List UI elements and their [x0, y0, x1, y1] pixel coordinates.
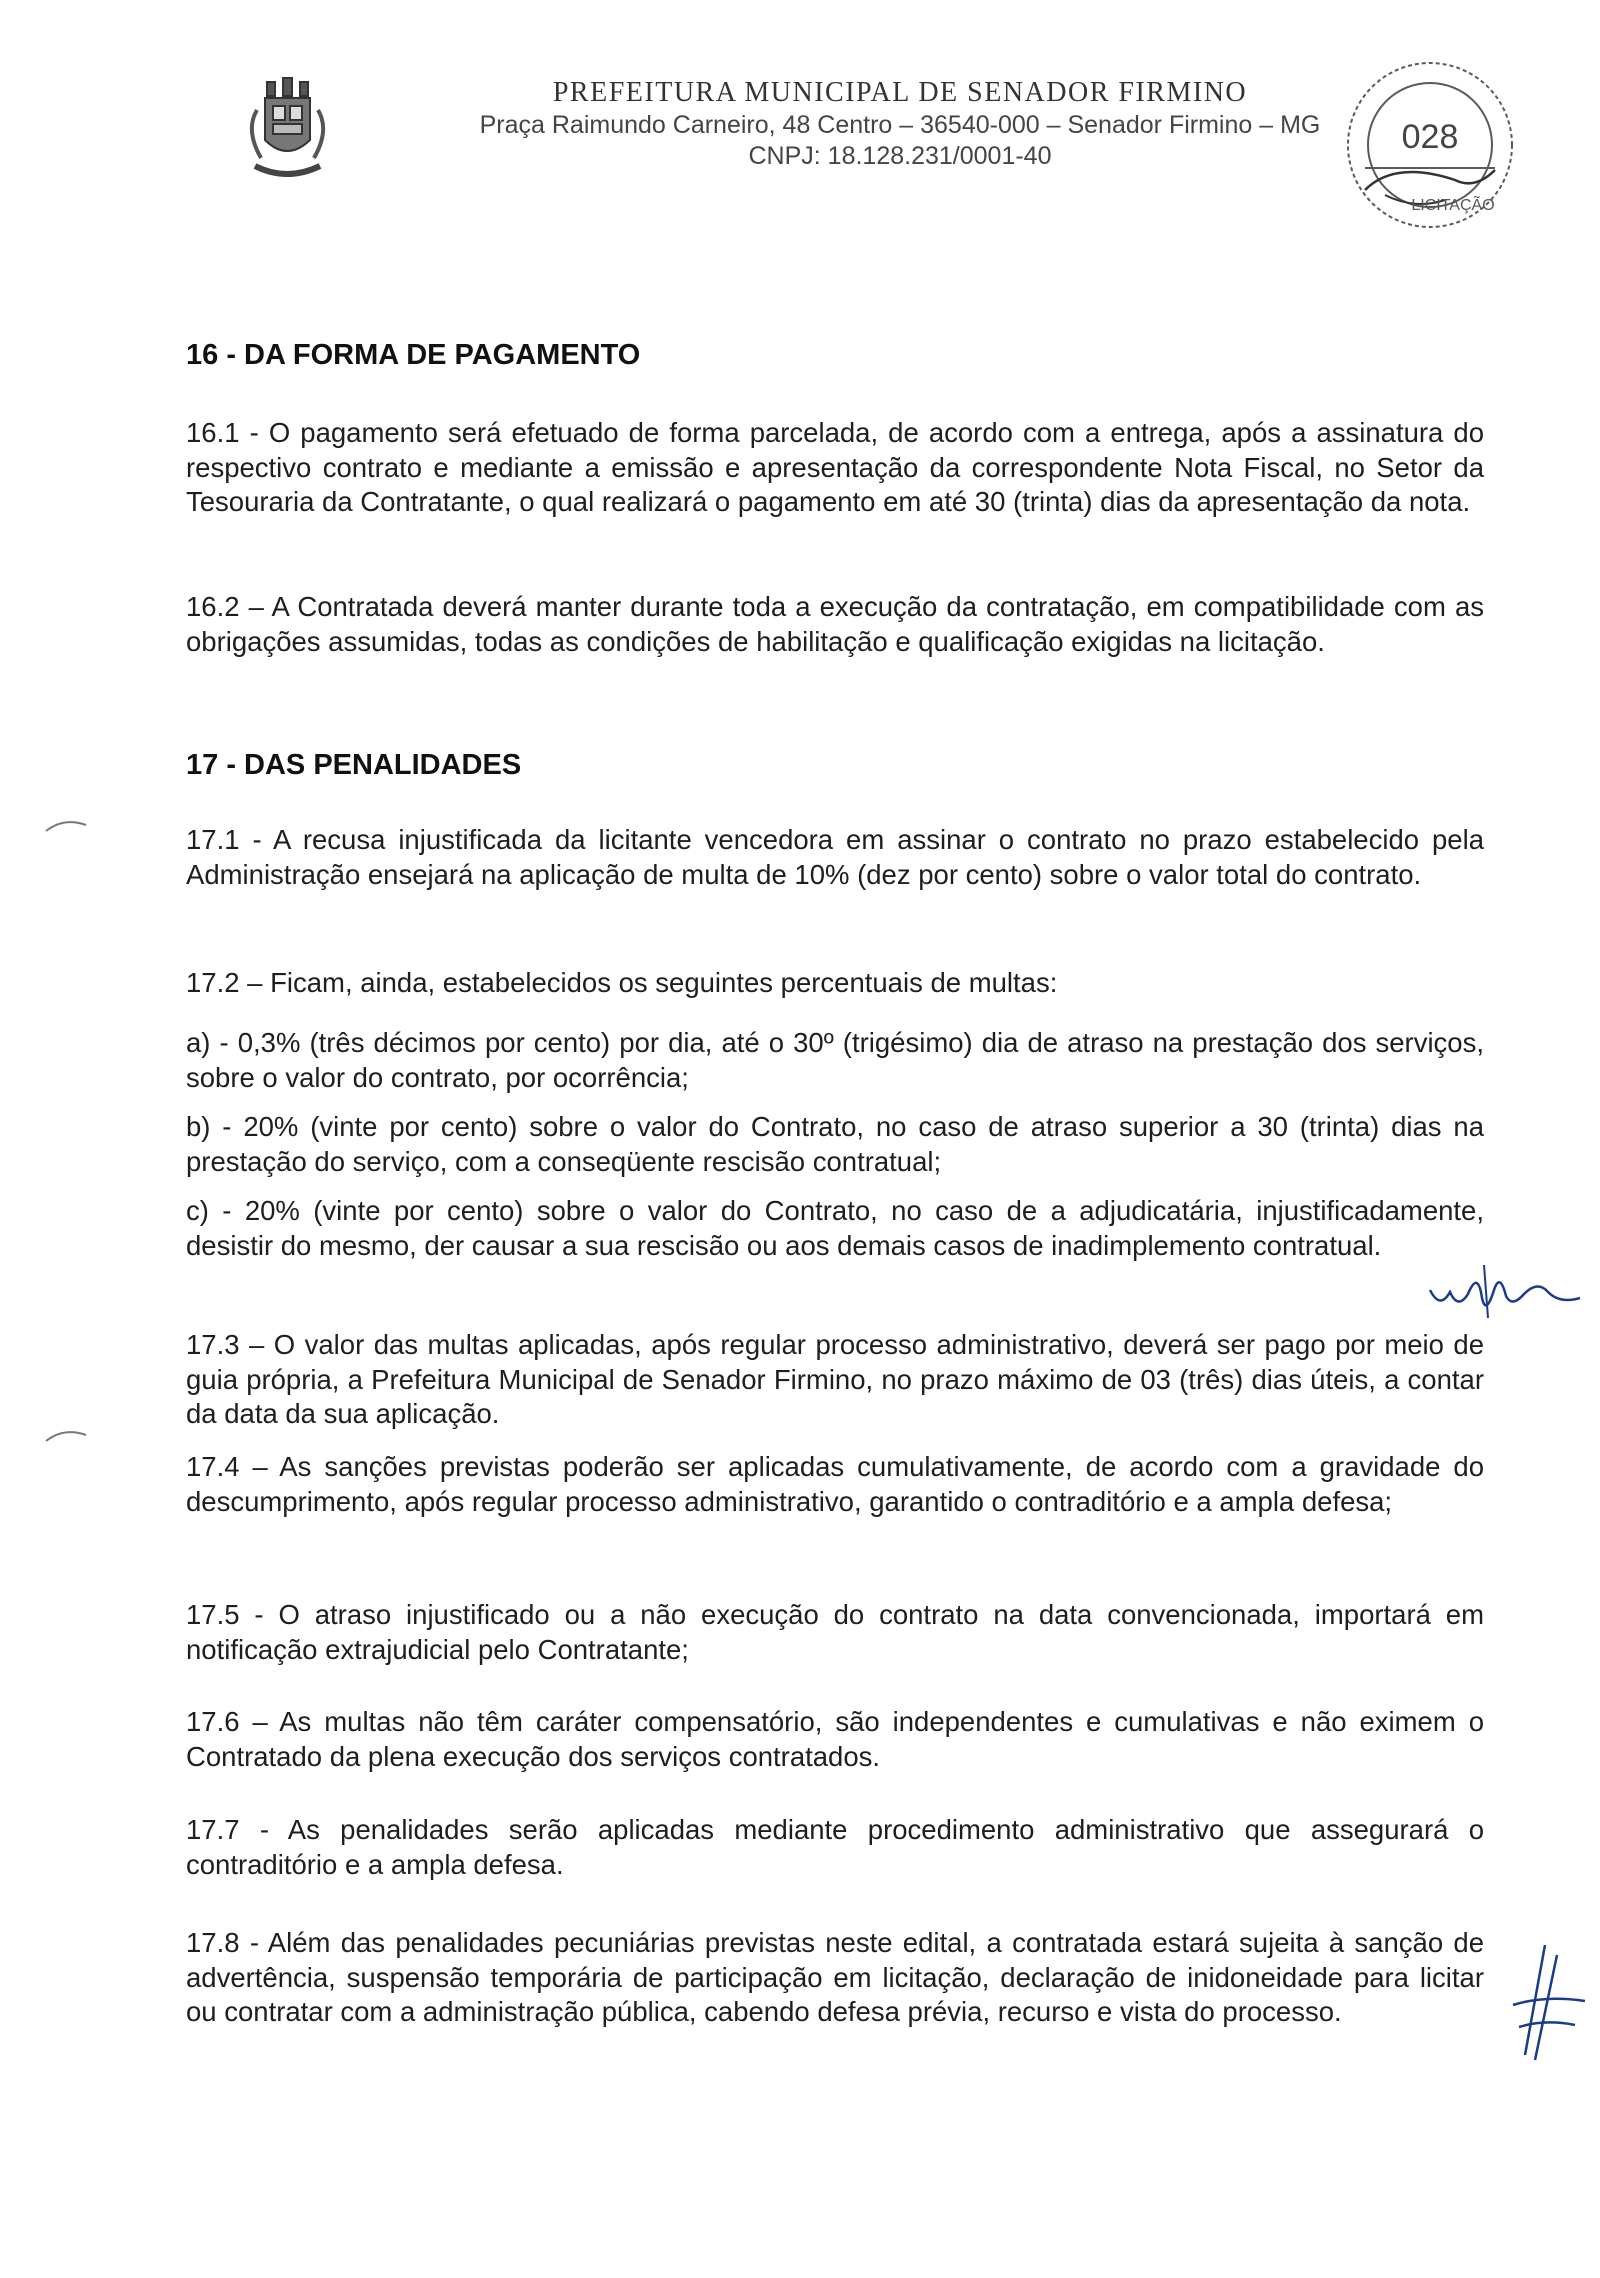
section-17-title: 17 - DAS PENALIDADES — [186, 749, 522, 781]
margin-mark-icon — [42, 815, 92, 835]
clause-17-5: 17.5 - O atraso injustificado ou a não execução do contrato na data convencionada, importará em notificação extrajudicial pelo Contratante; — [186, 1599, 1484, 1665]
clause-17-1: 17.1 - A recusa injustificada da licitante vencedora em assinar o contrato no prazo estabelecido pela Administração ensejará na aplicação de multa de 10% (dez por cento) sobre o valor total do contrato. — [186, 824, 1484, 890]
letterhead-title: PREFEITURA MUNICIPAL DE SENADOR FIRMINO — [552, 77, 1248, 108]
letterhead-address: Praça Raimundo Carneiro, 48 Centro – 36540-000 – Senador Firmino – MG — [479, 111, 1321, 139]
clause-17-2-c: c) - 20% (vinte por cento) sobre o valor do Contrato, no caso de a adjudicatária, injustificadamente, desistir do mesmo, der causar a sua rescisão ou aos demais casos de inadimplemento contratual. — [186, 1195, 1484, 1261]
margin-mark-icon — [42, 1425, 92, 1445]
clause-17-6: 17.6 – As multas não têm caráter compensatório, são independentes e cumulativas e não eximem o Contratado da plena execução dos serviços contratados. — [186, 1706, 1484, 1772]
clause-17-4: 17.4 – As sanções previstas poderão ser aplicadas cumulativamente, de acordo com a gravidade do descumprimento, após regular processo administrativo, garantido o contraditório e a ampla defesa; — [186, 1451, 1484, 1517]
signature-rubric-icon — [1505, 1935, 1595, 2065]
clause-17-3: 17.3 – O valor das multas aplicadas, após regular processo administrativo, deverá ser pago por meio de guia própria, a Prefeitura Municipal de Senador Firmino, no prazo máximo de 03 (três) dias úteis, a contar da data da sua aplicação. — [186, 1329, 1484, 1429]
clause-16-1: 16.1 - O pagamento será efetuado de forma parcelada, de acordo com a entrega, após a assinatura do respectivo contrato e mediante a emissão e apresentação da correspondente Nota Fiscal, no Setor da Tesouraria da Contratante, o qual realizará o pagamento em até 30 (trinta) dias da apresentação da nota. — [186, 417, 1484, 517]
letterhead-cnpj: CNPJ: 18.128.231/0001-40 — [748, 142, 1052, 170]
clause-17-7: 17.7 - As penalidades serão aplicadas mediante procedimento administrativo que assegurará o contraditório e a ampla defesa. — [186, 1814, 1484, 1880]
stamp-number: 028 — [1401, 118, 1459, 156]
clause-17-2: 17.2 – Ficam, ainda, estabelecidos os seguintes percentuais de multas: — [186, 967, 1058, 998]
municipal-crest-icon — [235, 70, 340, 190]
clause-17-2-a: a) - 0,3% (três décimos por cento) por dia, até o 30º (trigésimo) dia de atraso na prestação dos serviços, sobre o valor do contrato, por ocorrência; — [186, 1027, 1484, 1093]
clause-17-8: 17.8 - Além das penalidades pecuniárias previstas neste edital, a contratada estará sujeita à sanção de advertência, suspensão temporária de participação em licitação, declaração de inidoneidade para licitar ou contratar com a administração pública, cabendo defesa prévia, recurso e vista do processo. — [186, 1927, 1484, 2027]
letterhead — [400, 76, 1400, 172]
stamp-ring-text: LICITAÇÃO — [1411, 197, 1495, 214]
clause-16-2: 16.2 – A Contratada deverá manter durante toda a execução da contratação, em compatibilidade com as obrigações assumidas, todas as condições de habilitação e qualificação exigidas na licitação. — [186, 591, 1484, 657]
section-16-title: 16 - DA FORMA DE PAGAMENTO — [186, 339, 641, 371]
licitacao-stamp-icon — [1335, 50, 1525, 240]
clause-17-2-b: b) - 20% (vinte por cento) sobre o valor do Contrato, no caso de atraso superior a 30 (trinta) dias na prestação do serviço, com a conseqüente rescisão contratual; — [186, 1111, 1484, 1177]
